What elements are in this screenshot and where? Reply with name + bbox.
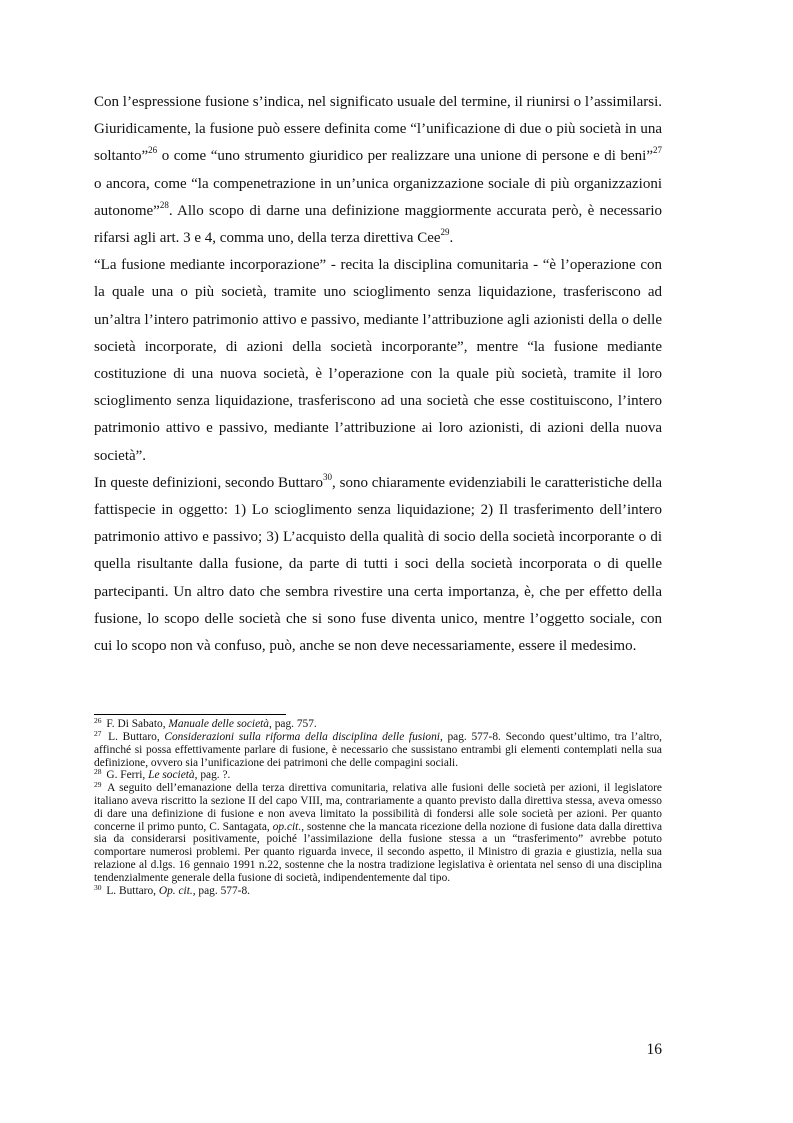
footnote-reference: 28: [159, 199, 169, 210]
footnote-reference: 30: [323, 471, 333, 482]
footnote-number: 27: [94, 729, 102, 739]
body-paragraph-2: [94, 252, 662, 470]
page-number: 16: [646, 1041, 662, 1058]
text-run: , pag. 757.: [269, 718, 317, 731]
text-run: A seguito dell’emanazione della terza direttiva comunitaria, relativa alle fusioni delle società per azioni, il legislatore italiano aveva riscritto la sezione II del capo VIII, ma, contrariamente a quanto previsto dalla direttiva stessa, aveva omesso di dare una definizione di fusione e non aveva limitato la possibilità di fondersi alle sole società per azioni. Per quanto concerne il primo punto, C. Santagata,: [94, 782, 662, 833]
cited-title: op.cit.: [272, 820, 302, 833]
text-run: , pag. 577-8.: [192, 884, 250, 897]
body-text: [94, 89, 662, 660]
cited-title: Considerazioni sulla riforma della disciplina delle fusioni: [164, 731, 440, 744]
text-run: , sostenne che la mancata ricezione della nozione di fusione data dalla direttiva sia da considerarsi positivamente, poiché l’assimilazione della fusione stessa a un “trasferimento” avrebbe potuto comportare numerosi problemi. Per quanto riguarda invece, il secondo aspetto, il Ministro di grazia e giustizia, nella sua relazione al d.lgs. 16 gennaio 1991 n.22, sostenne che la nostra tradizione legislativa è orientata nel senso di una disciplina tendenzialmente generale della fusione di società, indipendentemente dal tipo.: [94, 820, 662, 884]
text-run: L. Buttaro,: [103, 884, 159, 897]
footnotes: [94, 718, 662, 897]
footnote-reference: 26: [148, 145, 158, 156]
footnote-number: 29: [94, 780, 102, 790]
body-paragraph-3: [94, 470, 662, 660]
footnote-number: 28: [94, 767, 102, 777]
text-run: , pag. 577-8. Secondo quest’ultimo, tra l’altro, affinché si possa effettivamente parlare di fusione, è necessario che sussistano entrambi gli elementi contemplati nella sua definizione, ovvero sia l’unificazione dei patrimoni che delle compagini sociali.: [94, 731, 662, 769]
text-run: , sono chiaramente evidenziabili le caratteristiche della fattispecie in oggetto: 1) Lo scioglimento senza liquidazione; 2) Il trasferimento dell’intero patrimonio attivo e passivo; 3) L’acquisto della qualità di socio della società incorporante o di quella risultante dalla fusione, da parte di tutti i soci della società incorporata o di quelle partecipanti. Un altro dato che sembra rivestire una certa importanza, è, che per effetto della fusione, lo scopo delle società che si sono fuse diventa unico, mentre l’oggetto sociale, con cui lo scopo non và confuso, può, anche se non deve necessariamente, essere il medesimo.: [94, 474, 662, 655]
footnote-number: 26: [94, 716, 102, 726]
footnote: [94, 769, 662, 782]
text-run: Con l’espressione fusione s’indica, nel significato usuale del termine, il riunirsi o l’assimilarsi. Giuridicamente, la fusione può essere definita come “l’unificazione di due o più società in una soltanto”: [94, 94, 662, 165]
text-run: .: [449, 230, 454, 247]
footnote-reference: 29: [440, 227, 450, 238]
cited-title: Le società: [148, 769, 195, 782]
text-run: o come “uno strumento giuridico per realizzare una unione di persone e di beni”: [157, 148, 653, 165]
footnote-reference: 27: [653, 145, 662, 156]
cited-title: Manuale delle società: [168, 718, 269, 731]
cited-title: Op. cit.: [158, 884, 193, 897]
page-content: [94, 89, 662, 897]
footnote-separator: [94, 714, 286, 715]
text-run: “La fusione mediante incorporazione” - recita la disciplina comunitaria - “è l’operazione con la quale una o più società, tramite uno scioglimento senza liquidazione, trasferiscono ad un’altra l’intero patrimonio attivo e passivo, mediante l’attribuzione agli azionisti della o delle società incorporate, di azioni della società incorporante”, mentre “la fusione mediante costituzione di una nuova società, è l’operazione con la quale più società, tramite il loro scioglimento senza liquidazione, trasferiscono ad una società che esse costituiscono, l’intero patrimonio attivo e passivo, mediante l’attribuzione ai loro azionisti, di azioni della nuova società”.: [94, 257, 662, 464]
body-paragraph-1: [94, 89, 662, 252]
text-run: In queste definizioni, secondo Buttaro: [94, 474, 324, 491]
footnote: [94, 882, 662, 898]
text-run: , pag. ?.: [194, 769, 231, 782]
text-run: . Allo scopo di darne una definizione maggiormente accurata però, è necessario rifarsi agli art. 3 e 4, comma uno, della terza direttiva Cee: [94, 202, 662, 247]
footnote: [94, 718, 662, 731]
text-run: o ancora, come “la compenetrazione in un’unica organizzazione sociale di più organizzazioni autonome”: [94, 175, 662, 219]
text-run: G. Ferri,: [103, 769, 149, 782]
footnote-number: 30: [94, 882, 102, 892]
text-run: L. Buttaro,: [103, 731, 165, 744]
footnote: [94, 731, 662, 769]
text-run: F. Di Sabato,: [103, 718, 169, 731]
footnote: [94, 782, 662, 884]
